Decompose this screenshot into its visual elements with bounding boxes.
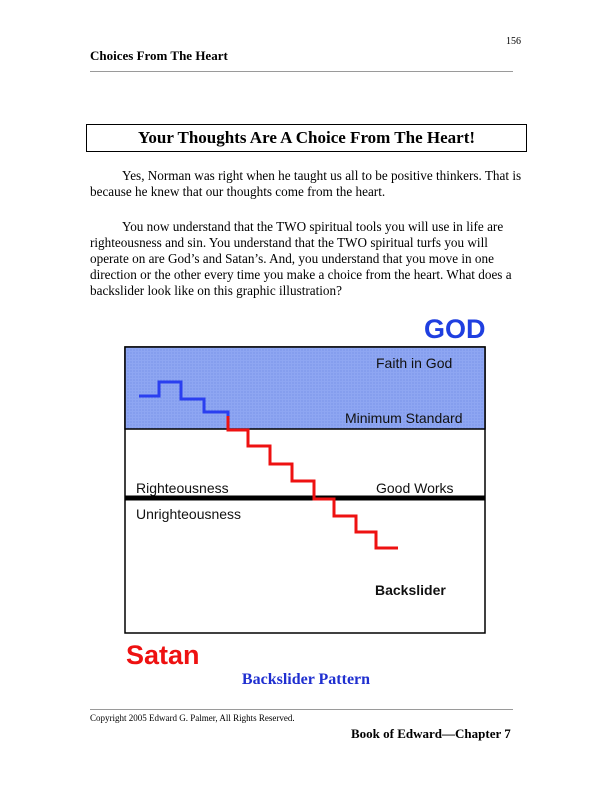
copyright-notice: Copyright 2005 Edward G. Palmer, All Rights Reserved. xyxy=(90,713,295,723)
header-rule xyxy=(90,71,513,72)
section-title: Your Thoughts Are A Choice From The Heart! xyxy=(86,124,527,152)
running-header: Choices From The Heart xyxy=(90,48,228,63)
diagram-caption: Backslider Pattern xyxy=(241,671,371,688)
righteousness-label: Righteousness xyxy=(136,480,229,496)
satan-label: Satan xyxy=(126,640,200,670)
unrighteousness-label: Unrighteousness xyxy=(136,506,242,522)
god-label: GOD xyxy=(424,314,486,344)
paragraph-2: You now understand that the TWO spiritual tools you will use in life are righteousness and sin. You understand that the TWO spiritual turfs you will operate on are God’s and Satan’s. And, you understand that you move in one direction or the other every time you make a choice from the heart. What does a backslider look like on this graphic illustration? xyxy=(90,219,512,298)
good-works-label: Good Works xyxy=(376,480,454,496)
backslider-diagram xyxy=(124,346,488,636)
footer-rule xyxy=(90,709,513,710)
faith-label: Faith in God xyxy=(376,355,453,371)
paragraph-1: Yes, Norman was right when he taught us all to be positive thinkers. That is because he knew that our thoughts come from the heart. xyxy=(90,168,522,199)
minimum-standard-label: Minimum Standard xyxy=(345,410,463,426)
chapter-label: Book of Edward—Chapter 7 xyxy=(351,726,511,741)
backslider-label: Backslider xyxy=(375,582,446,598)
page-number: 156 xyxy=(506,36,521,47)
